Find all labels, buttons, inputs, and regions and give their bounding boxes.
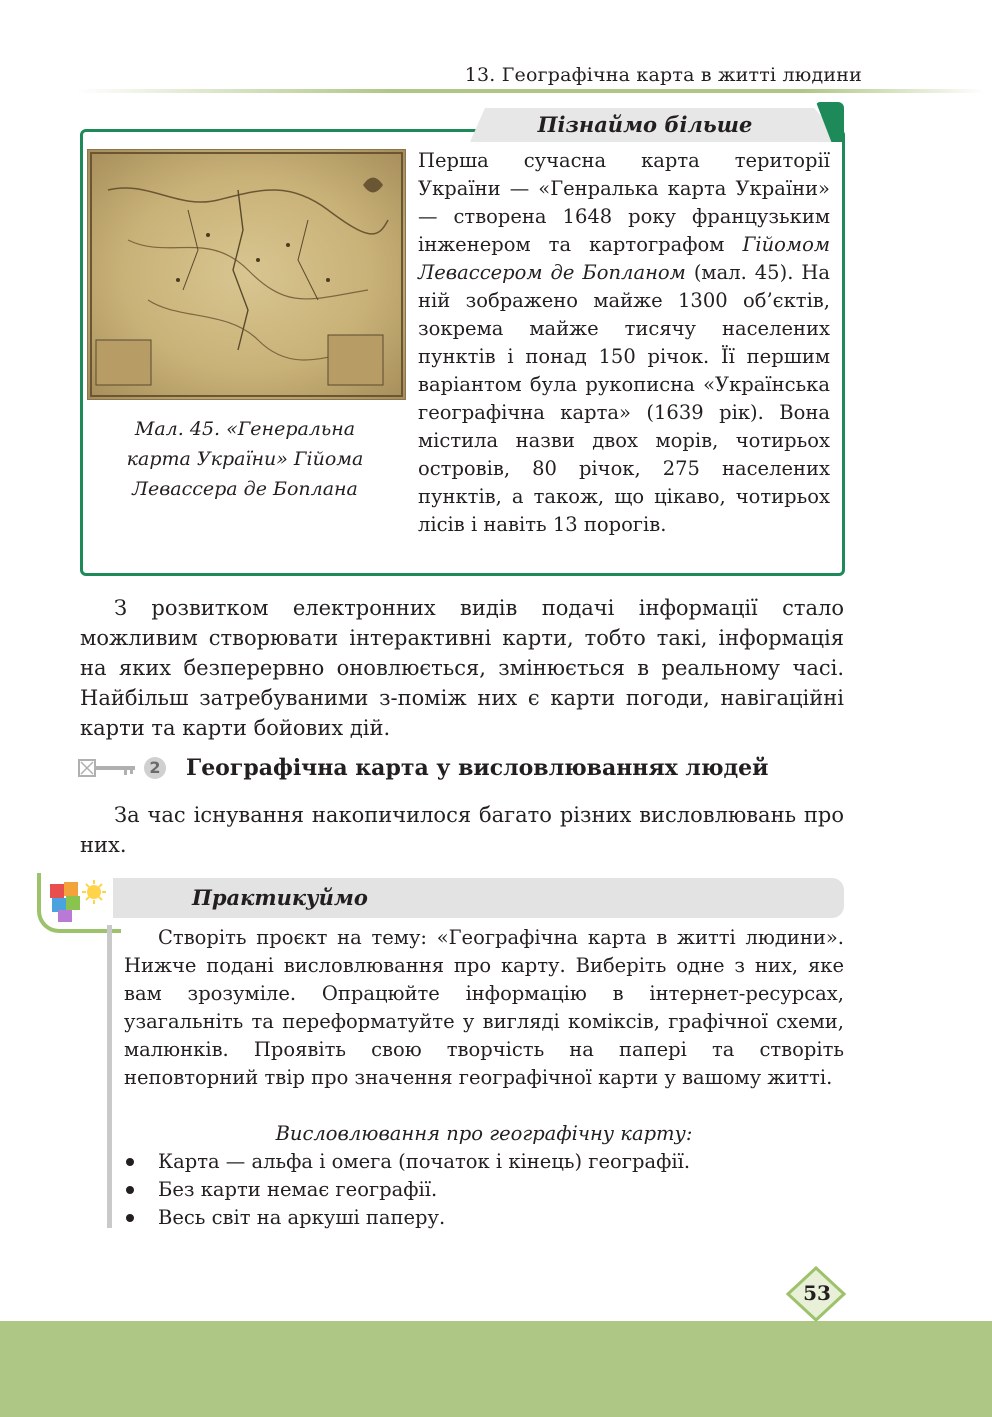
header-rule — [75, 89, 985, 93]
key-icon — [78, 759, 140, 777]
section-heading — [78, 757, 878, 787]
list-item — [124, 1204, 844, 1232]
historic-map-image — [87, 149, 406, 400]
bullet-icon — [126, 1214, 134, 1222]
figure-caption: Мал. 45. «Генеральна карта України» Гійома Левассера де Боплана — [126, 418, 364, 500]
quotes-heading: Висловлювання про географічну карту: — [275, 1122, 693, 1145]
quote-text: Карта — альфа і омега (початок і кінець) географії. — [158, 1150, 691, 1173]
know-more-text — [418, 147, 830, 539]
footer-band — [0, 1321, 992, 1417]
practice-side-line — [107, 925, 112, 1228]
know-more-title: Пізнаймо більше — [537, 112, 753, 137]
quotes-list — [124, 1148, 844, 1232]
page-number: 53 — [803, 1281, 831, 1305]
section-number: 2 — [144, 757, 166, 779]
practice-text: Створіть проєкт на тему: «Географічна карта в житті людини». Нижче подані висловлювання про карту. Виберіть одне з них, яке вам зрозуміле. Опрацюйте інформацію в інтернет-ресурсах, узагальніть та переформатуйте у вигляді коміксів, графічної схеми, малюнків. Проявіть свою творчість на папері та створіть неповторний твір про значення географічної карти у вашому житті. — [124, 926, 844, 1089]
quote-text: Без карти немає географії. — [158, 1178, 438, 1201]
quote-text: Весь світ на аркуші паперу. — [158, 1206, 446, 1229]
section-title: Географічна карта у висловлюваннях людей — [186, 755, 769, 781]
paragraph-quotes: За час існування накопичилося багато різних висловлювань про них. — [80, 803, 844, 857]
bullet-icon — [126, 1186, 134, 1194]
know-more-text-part1: Перша сучасна карта території України — «Генралька карта України» — створена 1648 року французьким інженером та картографом — [418, 149, 830, 256]
running-head: 13. Географічна карта в житті людини — [464, 64, 862, 86]
paragraph-interactive-maps: З розвитком електронних видів подачі інформації стало можливим створювати інтерактивні карти, тобто такі, інформація на яких безперервно оновлюється, змінюється в реальному часі. Найбільш затребуваними з-поміж них є карти погоди, навігаційні карти та карти бойових дій. — [80, 596, 844, 740]
puzzle-icon — [44, 878, 112, 926]
author-name: Гійомом Левассером де Бопланом — [418, 233, 830, 284]
list-item — [124, 1176, 844, 1204]
list-item — [124, 1148, 844, 1176]
bullet-icon — [126, 1158, 134, 1166]
know-more-text-part2: (мал. 45). На ній зображено майже 1300 об’єктів, зокрема майже тисячу населених пунктів і понад 150 річок. Її першим варіантом була рукописна «Українська географічна карта» (1639 рік). Вона містила назви двох морів, чотирьох островів, 80 річок, 275 населених пунктів, а також, що цікаво, чотирьох лісів і навіть 13 порогів. — [418, 261, 831, 536]
practice-title: Практикуймо — [192, 885, 368, 910]
